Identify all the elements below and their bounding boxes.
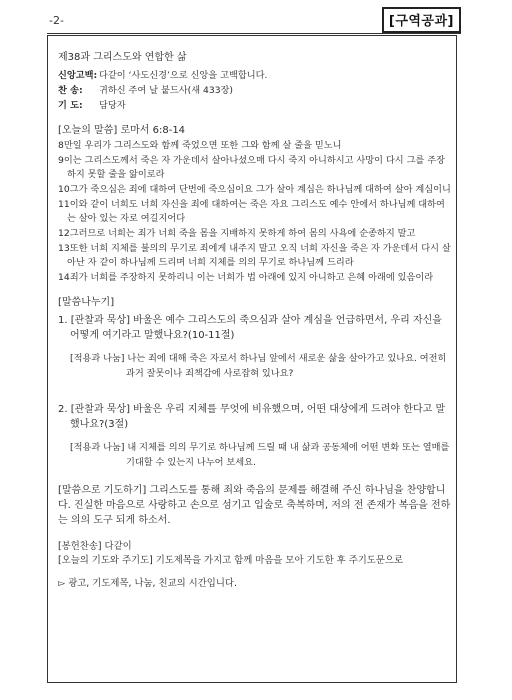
section-badge: [구역공과]: [382, 7, 461, 33]
creed-label: 신앙고백:: [58, 70, 98, 81]
question-1-block: [58, 313, 452, 381]
verse: 9이는 그리스도께서 죽은 자 가운데서 살아나셨으매 다시 죽지 아니하시고 사망이 다시 그를 주장하지 못할 줄을 앎이로라: [58, 155, 446, 180]
lesson-meta: [58, 68, 452, 113]
creed-row: [58, 68, 452, 83]
creed-value: 다같이 ‘사도신경’으로 신앙을 고백합니다.: [99, 70, 268, 81]
application-1: [적용과 나눔] 나는 죄에 대해 죽은 자로서 하나님 앞에서 새로운 삶을 살아가고 있나요. 여전히 과거 잘못이나 죄책감에 사로잡혀 있나요?: [70, 353, 447, 379]
lesson-title: 제38과 그리스도와 연합한 삶: [58, 52, 187, 63]
verse: 12그러므로 너희는 죄가 너희 죽을 몸을 지배하지 못하게 하여 몸의 사욕에 순종하지 말고: [58, 228, 416, 239]
scripture-verses: [58, 139, 452, 285]
verse: 10그가 죽으심은 죄에 대하여 단번에 죽으심이요 그가 살아 계심은 하나님께 대하여 살아 계심이니: [58, 184, 451, 195]
hymn-label: 찬 송:: [58, 85, 83, 96]
question-1: 1. [관찰과 묵상] 바울은 예수 그리스도의 죽으심과 살아 계심을 언급하면서, 우리 자신을 어떻게 여기라고 말했나요?(10-11절): [58, 315, 442, 341]
verse: 8만일 우리가 그리스도와 함께 죽었으면 또한 그와 함께 살 줄을 믿노니: [58, 140, 342, 151]
verse: 11이와 같이 너희도 너희 자신을 죄에 대하여는 죽은 자요 그리스도 예수 안에서 하나님께 대하여는 살아 있는 자로 여길지어다: [58, 199, 445, 224]
prayer-value: 담당자: [99, 100, 126, 111]
page-number: -2-: [49, 14, 64, 27]
closing-prayer: [말씀으로 기도하기] 그리스도를 통해 죄와 죽음의 문제를 해결해 주신 하나님을 찬양합니다. 진실한 마음으로 사랑하고 손으로 섬기고 입술로 축복하며, 저의 전 존재가 복음을 전하는 의의 도구 되게 하소서.: [58, 485, 451, 526]
header-rule: [47, 33, 461, 34]
lesson-content: [58, 45, 452, 591]
hymn-row: [58, 83, 452, 98]
offering-hymn: [봉헌찬송] 다같이: [58, 541, 132, 552]
application-2: [적용과 나눔] 내 지체를 의의 무기로 하나님께 드릴 때 내 삶과 공동체에 어떤 변화 또는 열매를 기대할 수 있는지 나누어 보세요.: [70, 442, 450, 468]
fellowship-line: ▻ 광고, 기도제목, 나눔, 친교의 시간입니다.: [58, 578, 237, 589]
intercession-line: [오늘의 기도와 주기도] 기도제목을 가지고 함께 마음을 모아 기도한 후 주기도문으로: [58, 555, 404, 566]
sharing-heading: [말씀나누기]: [58, 297, 115, 308]
hymn-value: 귀하신 주여 날 붙드사(새 433장): [99, 85, 234, 96]
prayer-row: [58, 98, 452, 113]
verse: 14죄가 너희를 주장하지 못하리니 이는 너희가 법 아래에 있지 아니하고 은혜 아래에 있음이라: [58, 272, 434, 283]
verse: 13또한 너희 지체를 불의의 무기로 죄에게 내주지 말고 오직 너희 자신을 죽은 자 가운데서 다시 살아난 자 같이 하나님께 드리며 너희 지체를 의의 무기로 하나님께 드리라: [58, 243, 451, 268]
scripture-heading: [오늘의 말씀] 로마서 6:8-14: [58, 125, 186, 136]
question-2-block: [58, 402, 452, 470]
question-2: 2. [관찰과 묵상] 바울은 우리 지체를 무엇에 비유했으며, 어떤 대상에게 드려야 한다고 말했나요?(3절): [58, 404, 446, 430]
prayer-label: 기 도:: [58, 100, 83, 111]
